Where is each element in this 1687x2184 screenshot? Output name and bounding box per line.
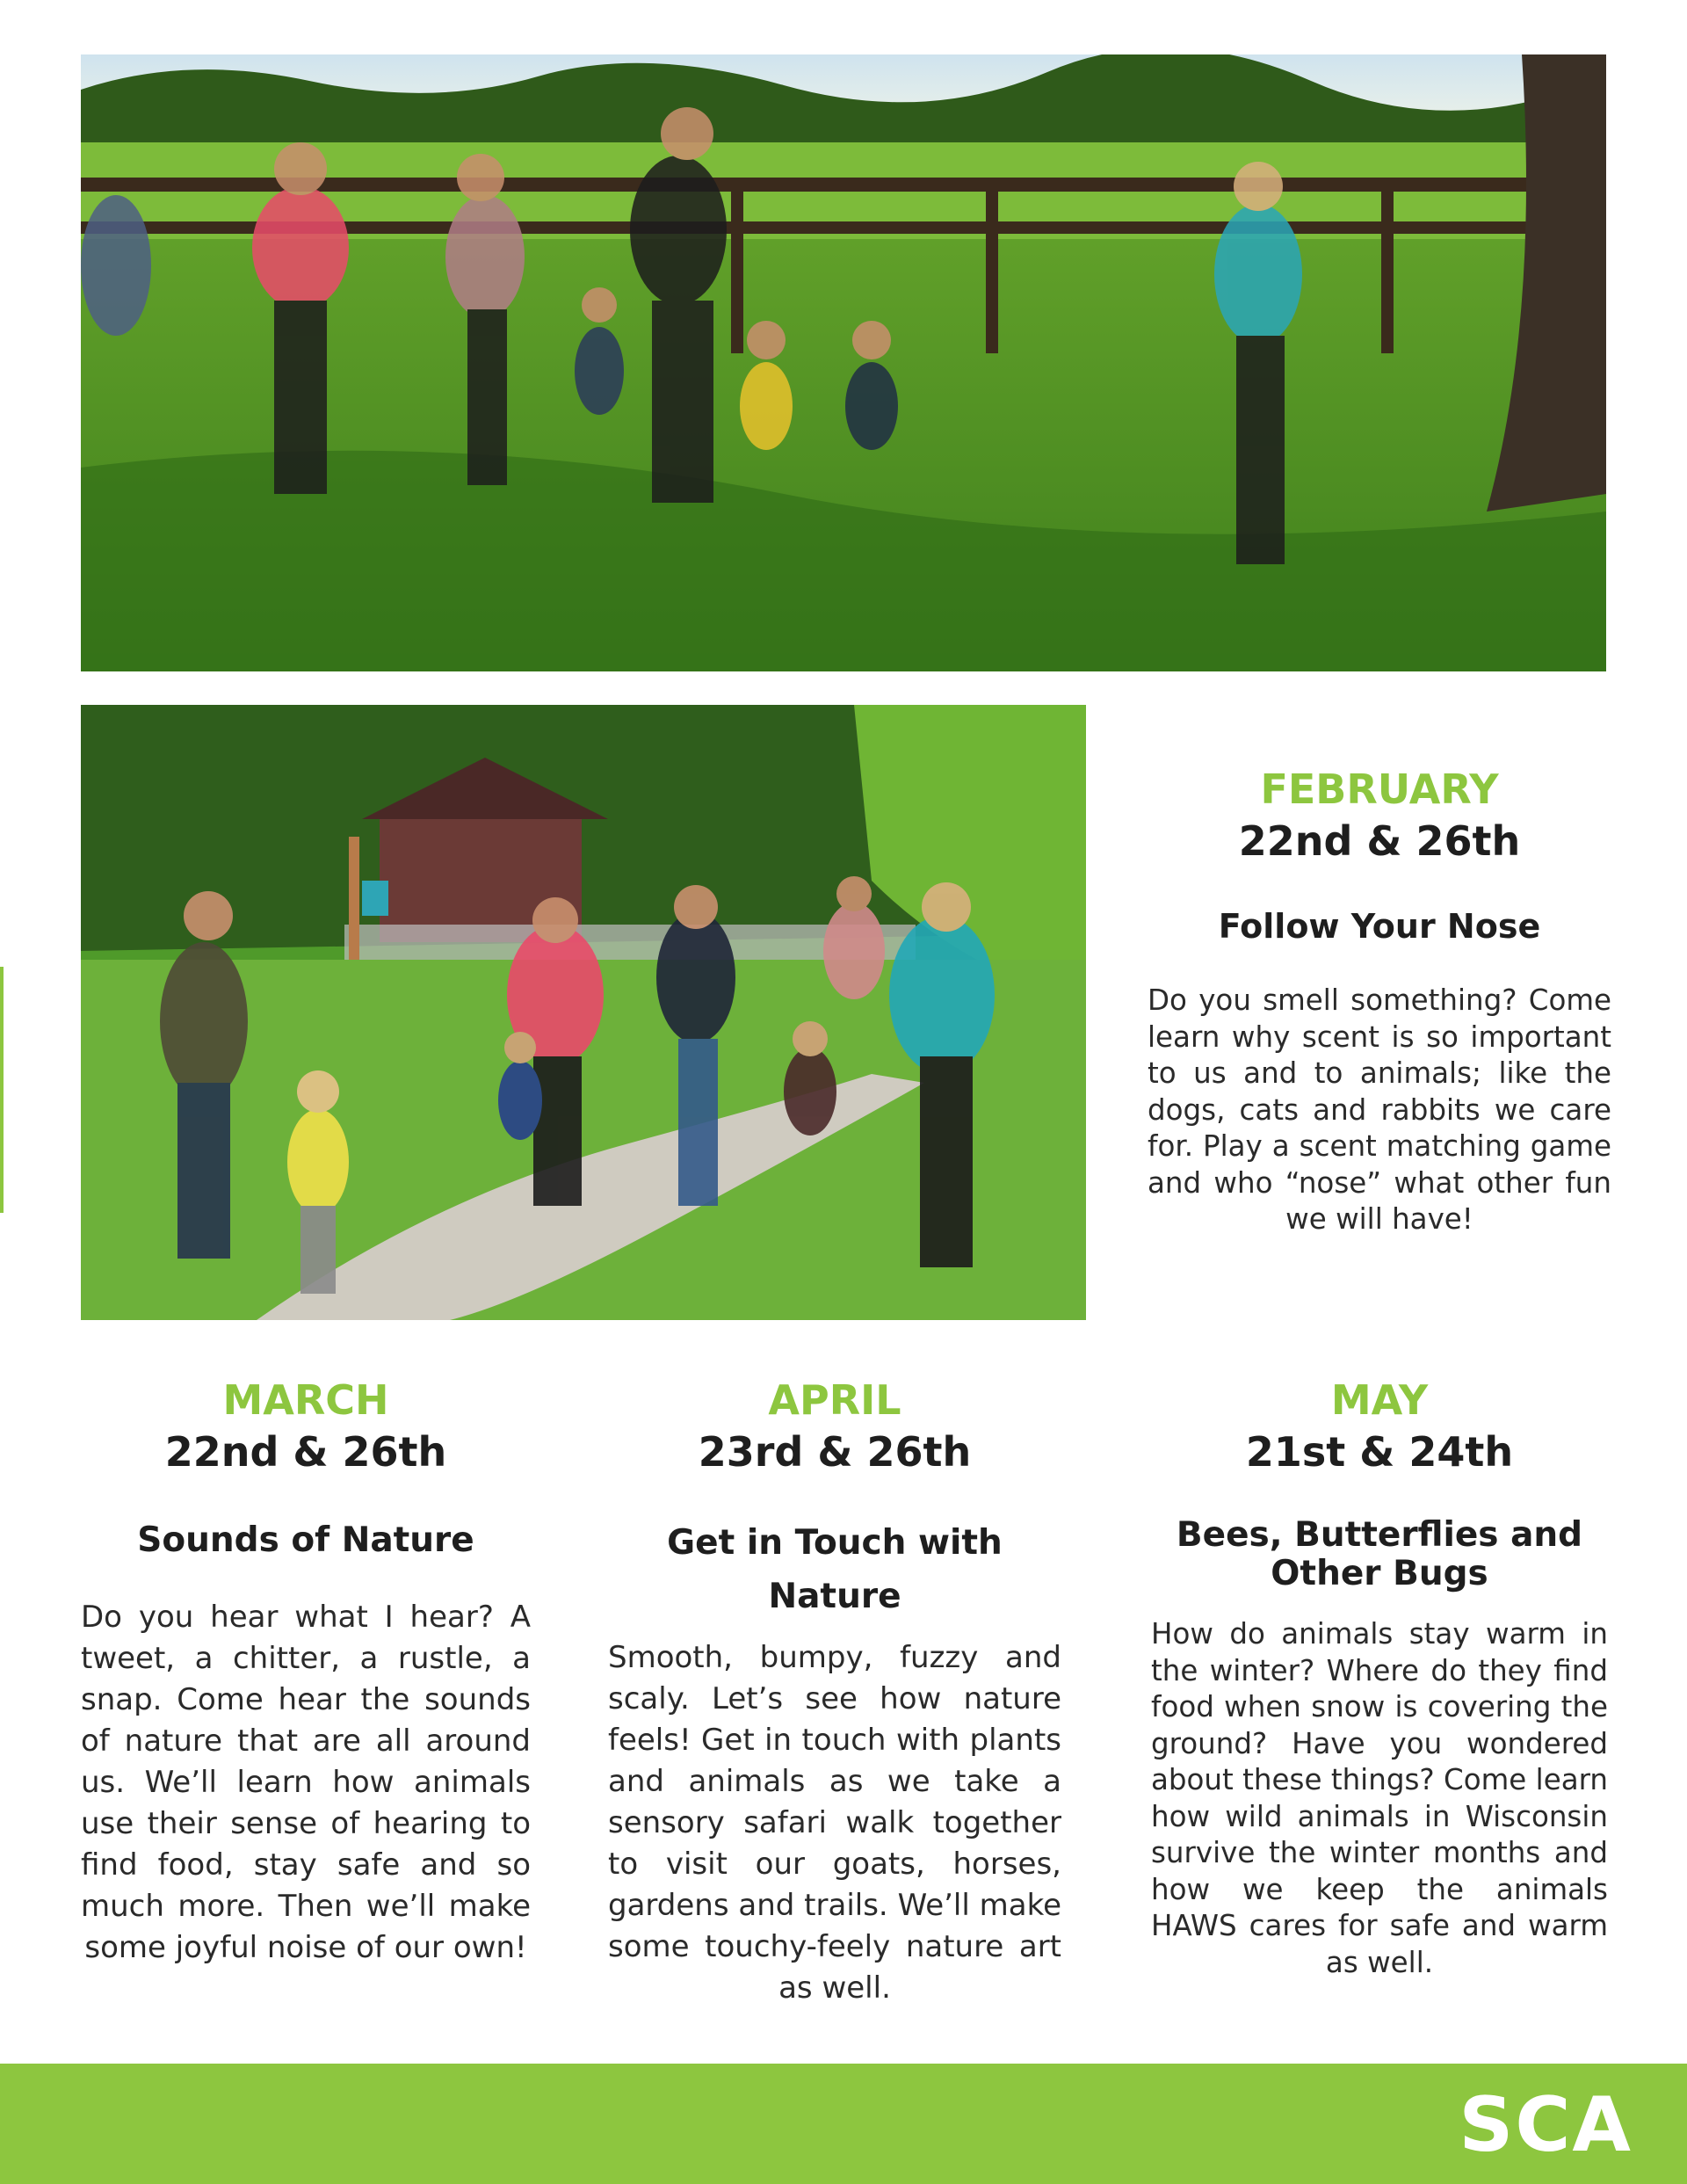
event-month: FEBRUARY [1260,765,1499,813]
event-description: Smooth, bumpy, fuzzy and scaly. Let’s see how nature feels! Get in touch with plants and animals as we take a sensory safari walk together to visit our goats, horses, gardens and trails. We’ll make some touchy-feely nature art as well. [608,1640,1061,2006]
event-title: Get in Touch with Nature [667,1523,1003,1616]
event-description: Do you smell something? Come learn why scent is so important to us and to animals; like the dogs, cats and rabbits we care for. Play a scent matching game and who “nose” what other fun we will have! [1148,983,1611,1236]
event-month: MARCH [222,1376,389,1424]
event-description: How do animals stay warm in the winter? Where do they find food when snow is covering the ground? Have you wondered about these things? Come learn how wild animals in Wisconsin survive the winter months and how we keep the animals HAWS cares for safe and warm as well. [1151,1617,1608,1979]
photo-group-walking-fence [81,54,1606,671]
footer-brand: SCA [1459,2081,1633,2169]
event-month: APRIL [768,1376,901,1424]
left-edge-accent [0,967,4,1213]
footer-bar [0,2064,1687,2184]
event-description: Do you hear what I hear? A tweet, a chitter, a rustle, a snap. Come hear the sounds of nature that are all around us. We’ll learn how animals use their sense of hearing to find food, stay safe and so much more. Then we’ll make some joyful noise of our own! [81,1600,531,1965]
photo-group-walking-fence-image [81,54,1606,671]
photo-group-walking-path-image [81,705,1086,1320]
event-march [81,1375,531,1969]
event-dates: 22nd & 26th [1238,817,1521,865]
event-title: Bees, Butterflies and Other Bugs [1176,1515,1583,1593]
event-dates: 23rd & 26th [698,1428,972,1476]
event-february [1142,765,1617,1238]
event-title: Follow Your Nose [1218,907,1541,946]
photo-group-walking-path [81,705,1086,1320]
event-month: MAY [1330,1376,1429,1424]
event-title: Sounds of Nature [137,1520,474,1560]
event-april [608,1375,1061,2009]
event-dates: 22nd & 26th [164,1428,447,1476]
event-may [1151,1375,1608,1981]
event-dates: 21st & 24th [1245,1428,1514,1476]
